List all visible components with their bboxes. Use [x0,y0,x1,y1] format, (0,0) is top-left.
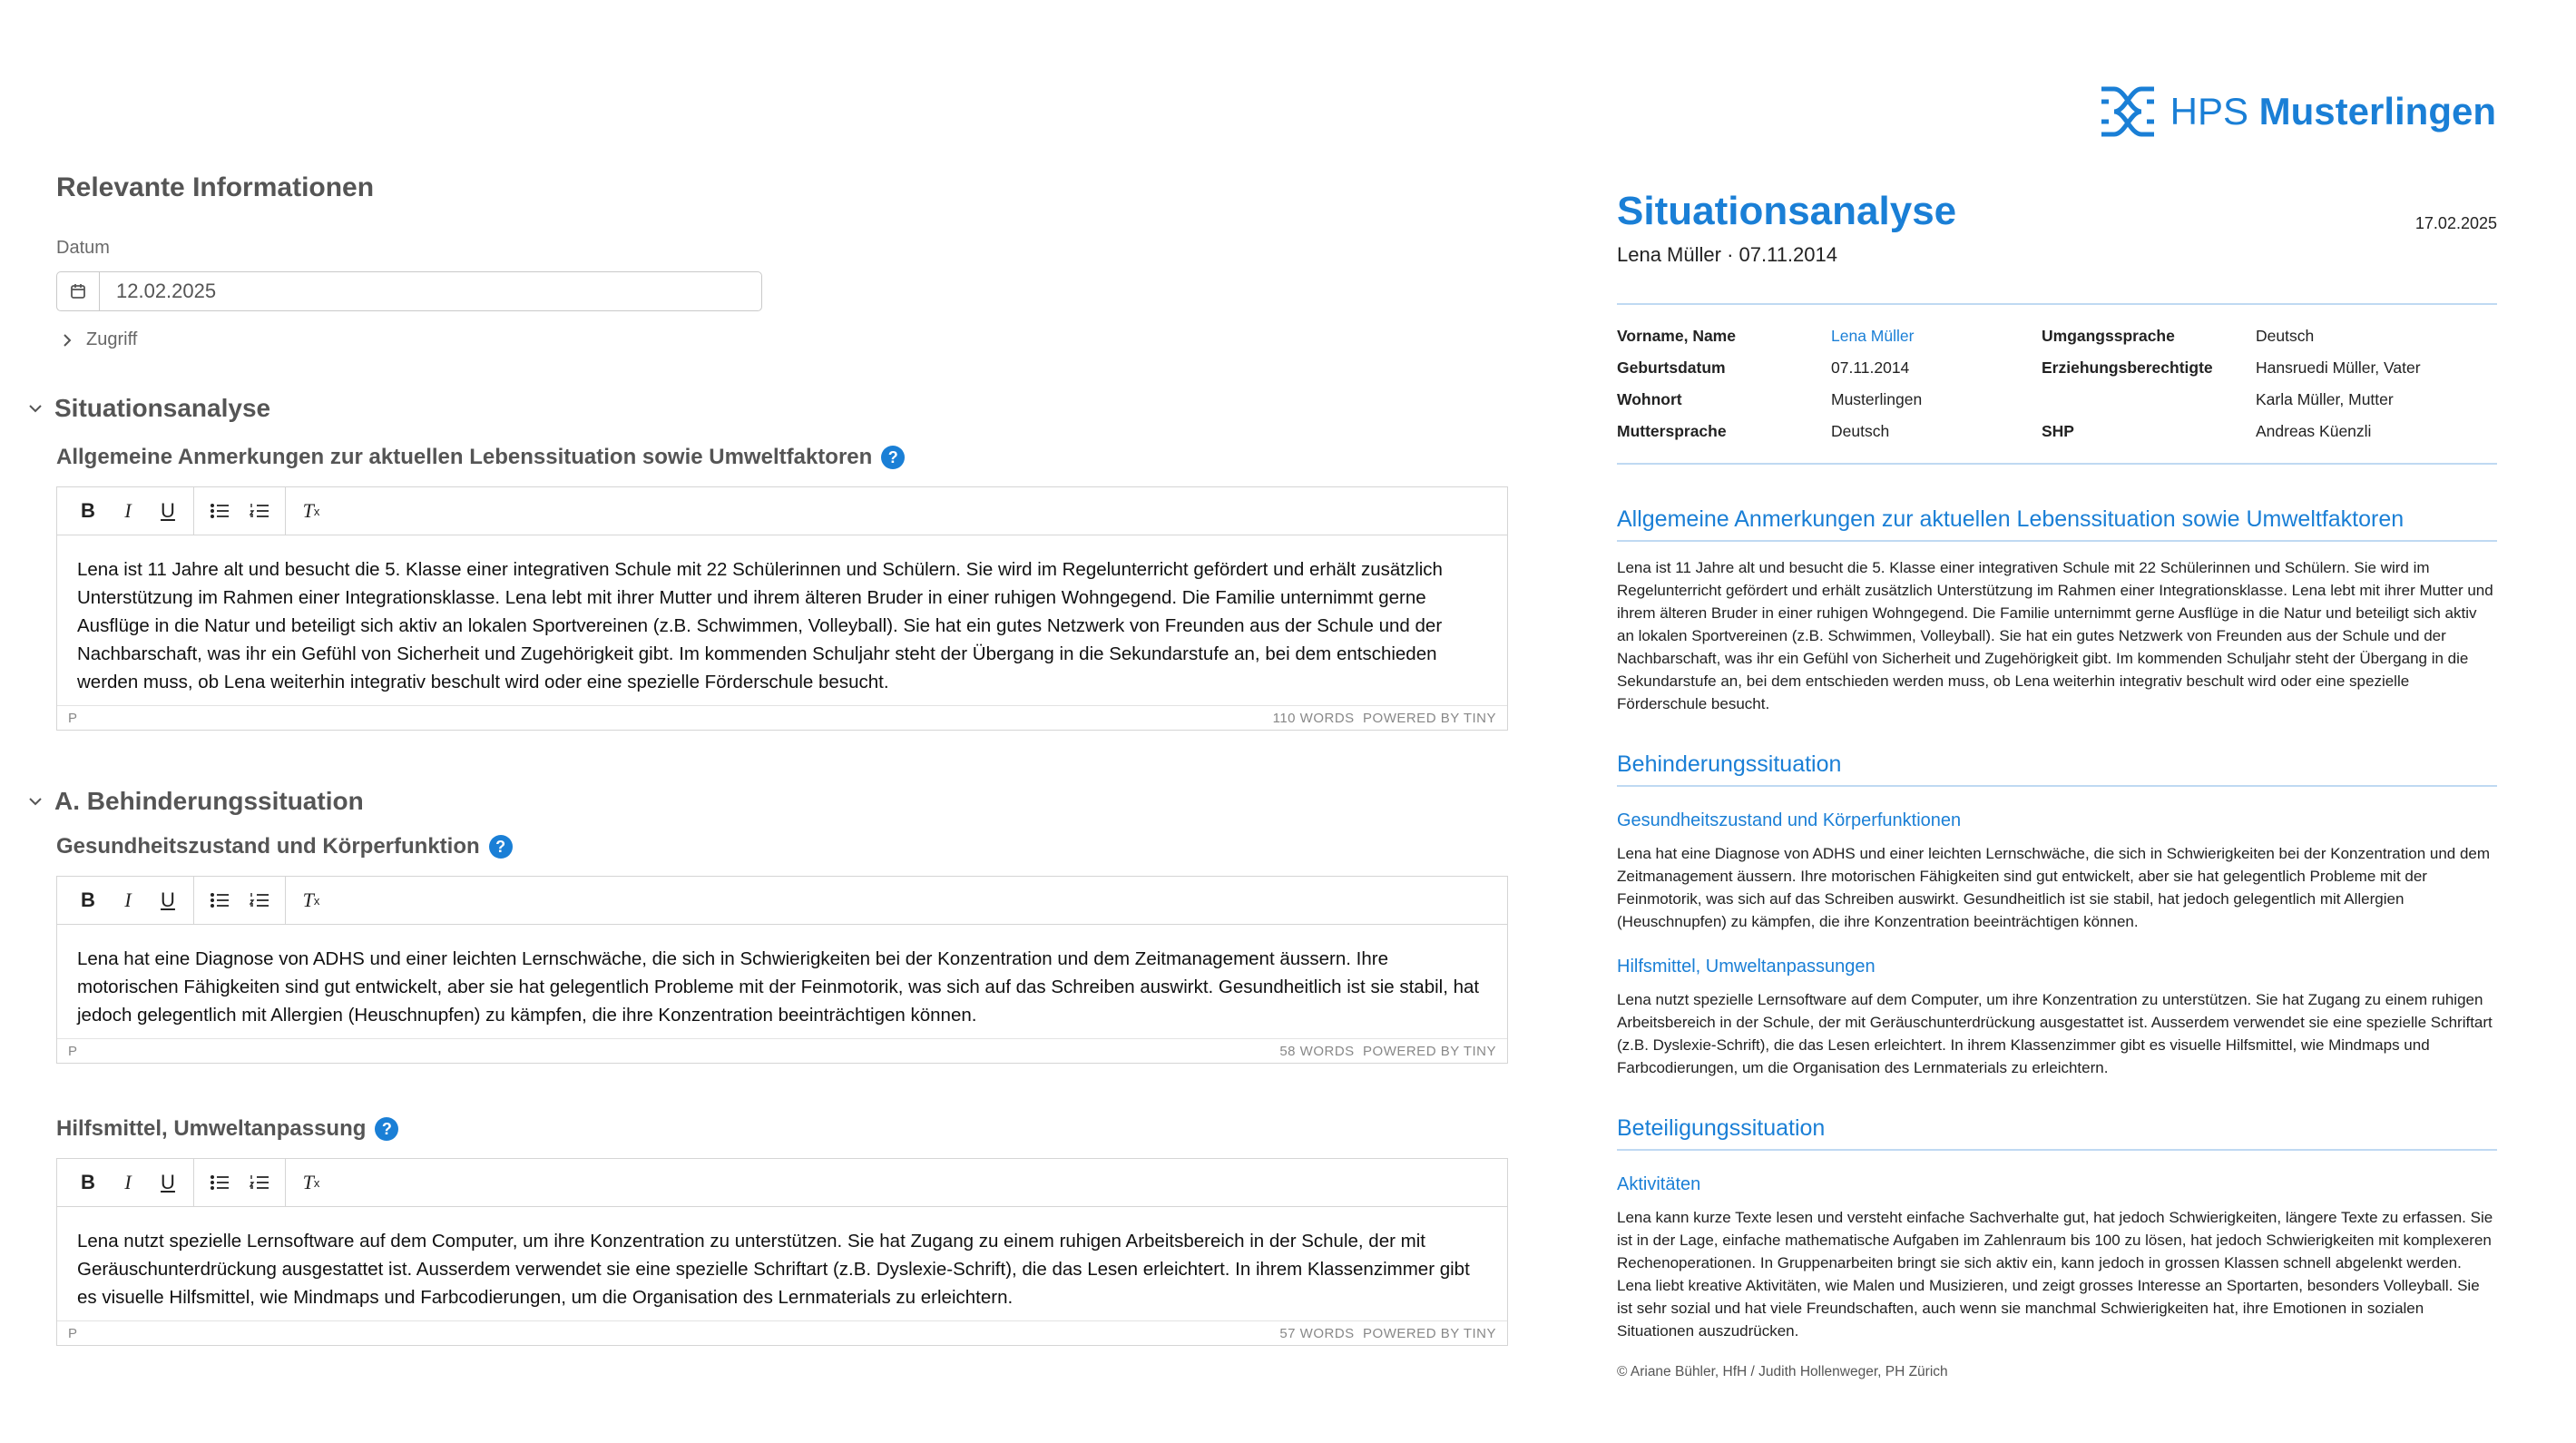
document-preview [1617,82,2497,1380]
info-value: Lena Müller [1831,327,1915,345]
behinderung-heading: A. Behinderungssituation [54,787,364,815]
section-paragraph: Lena ist 11 Jahre alt und besucht die 5. Klasse einer integrativen Schule mit 22 Schülerinnen und Schülern. Sie wird im Regelunterricht gefördert und erhält zusätzlich Unterstützung im Rahmen einer Integrationsklasse. Lena lebt mit ihrer Mutter und ihrem älteren Bruder in einer ruhigen Wohngegend. Die Familie unternimmt gerne Ausflüge in die Natur und beteiligt sich aktiv an lokalen Sportvereinen (z.B. Schwimmen, Volleyball). Sie hat ein gutes Netzwerk von Freunden aus der Schule und der Nachbarschaft, was ihr ein Gefühl von Sicherheit und Zugehörigkeit gibt. Im kommenden Schuljahr steht der Übergang in die Sekundarstufe an, bei dem entschieden werden muss, ob Lena weiterhin integrativ beschult wird oder eine spezielle Förderschule besucht. [1617,559,2493,712]
section-heading: Behinderungssituation [1617,751,2497,787]
section-paragraph: Lena nutzt spezielle Lernsoftware auf dem Computer, um ihre Konzentration zu unterstützen. Sie hat Zugang zu einem ruhigen Arbeitsbereich in der Schule, der mit Geräuschunterdrückung ausgestattet ist. Ausserdem verwendet sie eine spezielle Schriftart (z.B. Dyslexie-Schrift), die das Lesen erleichtert. In ihrem Klassenzimmer gibt es visuelle Hilfsmittel, wie Mindmaps und Farbcodierungen, um die Organisation des Lernmaterials zu erleichtern. [1617,991,2493,1076]
info-key: Vorname, Name [1617,327,1736,345]
date-input[interactable] [56,271,762,311]
clear-format-button[interactable]: T x [302,888,320,911]
editor-content[interactable]: Lena ist 11 Jahre alt und besucht die 5. Klasse einer integrativen Schule mit 22 Schülerinnen und Schülern. Sie wird im Regelunterricht gefördert und erhält zusätzlich Unterstützung im Rahmen einer Integrationsklasse. Lena lebt mit ihrer Mutter und ihrem älteren Bruder in einer ruhigen Wohngegend. Die Familie unternimmt gerne Ausflüge in die Natur und beteiligt sich aktiv an lokalen Sportvereinen (z.B. Schwimmen, Volleyball). Sie hat ein gutes Netzwerk von Freunden aus der Schule und der Nachbarschaft, was ihr ein Gefühl von Sicherheit und Zugehörigkeit gibt. Im kommenden Schuljahr steht der Übergang in die Sekundarstufe an, bei dem entschieden werden muss, ob Lena weiterhin integrativ beschult wird oder eine spezielle Förderschule besucht. [77,559,1443,692]
editor-q3 [56,1158,1508,1346]
bullet-list-icon [210,1174,230,1191]
clear-format-button[interactable]: T x [302,1171,320,1193]
element-path: P [68,710,78,726]
bullet-list-button[interactable] [200,1163,240,1202]
help-icon[interactable]: ? [375,1117,398,1141]
info-value: Hansruedi Müller, Vater [2256,358,2421,377]
editor-content[interactable]: Lena nutzt spezielle Lernsoftware auf dem Computer, um ihre Konzentration zu unterstützen. Sie hat Zugang zu einem ruhigen Arbeitsbereich in der Schule, der mit Geräuschunterdrückung ausgestattet ist. Ausserdem verwendet sie eine spezielle Schriftart (z.B. Dyslexie-Schrift), die das Lesen erleichtert. In ihrem Klassenzimmer gibt es visuelle Hilfsmittel, wie Mindmaps und Farbcodierungen, um die Organisation des Lernmaterials zu erleichtern. [77,1231,1470,1308]
date-value: 12.02.2025 [116,280,217,302]
bullet-list-icon [210,503,230,519]
bullet-list-button[interactable] [200,491,240,531]
date-label: Datum [56,238,110,258]
situationsanalyse-heading: Situationsanalyse [54,394,271,422]
student-info-table [1617,305,2497,463]
italic-button[interactable]: I [124,888,132,911]
numbered-list-icon [250,503,269,519]
toolbar-divider [285,487,286,535]
toolbar-divider [193,877,194,924]
bold-button[interactable]: B [81,499,95,522]
chevron-down-icon [29,402,42,415]
q1-label: Allgemeine Anmerkungen zur aktuellen Lebenssituation sowie Umweltfaktoren [56,445,873,469]
underline-button[interactable]: U [161,499,175,522]
numbered-list-icon [250,892,269,908]
element-path: P [68,1325,78,1341]
editor-statusbar [57,1320,1507,1345]
numbered-list-button[interactable] [240,1163,279,1202]
q3-heading [56,1116,1544,1142]
word-count-area: 110 WORDS POWERED BY TINY [1272,710,1496,726]
doc-title: Situationsanalyse [1617,189,1957,233]
info-key: Geburtsdatum [1617,358,1726,377]
brand-name: HPS Musterlingen [2170,90,2496,133]
subsection-heading: Gesundheitszustand und Körperfunktionen [1617,810,1962,830]
italic-button[interactable]: I [124,1171,132,1193]
zugriff-toggle[interactable] [61,329,1544,350]
zugriff-label: Zugriff [86,329,138,349]
help-icon[interactable]: ? [489,835,513,859]
subsection-heading: Hilfsmittel, Umweltanpassungen [1617,957,1876,977]
section-heading: Allgemeine Anmerkungen zur aktuellen Lebenssituation sowie Umweltfaktoren [1617,506,2497,542]
form-panel [56,172,1544,1346]
word-count-area: 57 WORDS POWERED BY TINY [1279,1325,1496,1341]
toolbar-divider [285,1159,286,1206]
info-key: Muttersprache [1617,422,1727,440]
editor-q1 [56,486,1508,731]
clear-format-button[interactable]: T x [302,499,320,522]
q2-label: Gesundheitszustand und Körperfunktion [56,834,480,859]
numbered-list-button[interactable] [240,880,279,920]
underline-button[interactable]: U [161,1171,175,1193]
info-value: Deutsch [1831,422,1890,440]
toolbar-divider [193,1159,194,1206]
q2-heading [56,834,1544,859]
doc-date: 17.02.2025 [2414,214,2497,232]
element-path: P [68,1043,78,1059]
numbered-list-button[interactable] [240,491,279,531]
behinderung-toggle[interactable] [29,787,1544,816]
q3-label: Hilfsmittel, Umweltanpassung [56,1116,367,1141]
italic-button[interactable]: I [124,499,132,522]
underline-button[interactable]: U [161,888,175,911]
editor-q2 [56,876,1508,1064]
info-key: Wohnort [1617,390,1682,408]
editor-statusbar [57,1038,1507,1063]
chevron-right-icon [61,334,73,347]
situationsanalyse-toggle[interactable] [29,394,1544,423]
doc-subtitle: Lena Müller · 07.11.2014 [1617,243,1837,266]
editor-statusbar [57,705,1507,730]
info-value: Deutsch [2256,327,2315,345]
help-icon[interactable]: ? [881,446,905,469]
section-paragraph: Lena kann kurze Texte lesen und versteht einfache Sachverhalte gut, hat jedoch Schwierigkeiten, längere Texte zu erfassen. Sie ist in der Lage, einfache mathematische Aufgaben im Zahlenraum bis 100 zu lösen, hat jedoch Schwierigkeiten mit komplexeren Rechenoperationen. In Gruppenarbeiten bringt sie sich aktiv ein, kann jedoch in grossen Klassen schnell abgelenkt werden. Lena liebt kreative Aktivitäten, wie Malen und Musizieren, und zeigt grosses Interesse an Sportarten, besonders Volleyball. Sie ist sehr sozial und hat viele Freundschaften, auch wenn sie manchmal Schwierigkeiten hat, ihre Emotionen in sozialen Situationen auszudrücken. [1617,1209,2493,1340]
info-key: Erziehungsberechtigte [2042,358,2213,377]
copyright-footer: © Ariane Bühler, HfH / Judith Hollenweger, PH Zürich [1617,1364,1948,1379]
info-value: Karla Müller, Mutter [2256,390,2394,408]
calendar-icon[interactable] [57,272,100,310]
info-value: 07.11.2014 [1831,358,1910,377]
q1-heading [56,445,1544,470]
chevron-down-icon [29,795,42,808]
bold-button[interactable]: B [81,1171,95,1193]
info-value: Musterlingen [1831,390,1923,408]
bullet-list-button[interactable] [200,880,240,920]
editor-content[interactable]: Lena hat eine Diagnose von ADHS und einer leichten Lernschwäche, die sich in Schwierigkeiten bei der Konzentration und dem Zeitmanagement äussern. Ihre motorischen Fähigkeiten sind gut entwickelt, aber sie hat gelegentlich Probleme mit der Feinmotorik, was sich auf das Schreiben auswirkt. Gesundheitlich ist sie stabil, hat jedoch gelegentlich mit Allergien (Heuschnupfen) zu kämpfen, die ihre Konzentration beeinträchtigen können. [77,948,1480,1026]
info-key: SHP [2042,422,2074,440]
relevant-info-heading: Relevante Informationen [56,172,375,202]
editor-toolbar [57,487,1507,535]
section-heading: Beteiligungssituation [1617,1115,2497,1151]
numbered-list-icon [250,1174,269,1191]
word-count-area: 58 WORDS POWERED BY TINY [1279,1043,1496,1059]
section-paragraph: Lena hat eine Diagnose von ADHS und einer leichten Lernschwäche, die sich in Schwierigkeiten bei der Konzentration und dem Zeitmanagement äussern. Ihre motorischen Fähigkeiten sind gut entwickelt, aber sie hat gelegentlich Probleme mit der Feinmotorik, was sich auf das Schreiben auswirkt. Gesundheitlich ist sie stabil, hat jedoch gelegentlich mit Allergien (Heuschnupfen) zu kämpfen, die ihre Konzentration beeinträchtigen können. [1617,845,2491,930]
subsection-heading: Aktivitäten [1617,1174,1701,1194]
editor-toolbar [57,1159,1507,1207]
info-key: Umgangssprache [2042,327,2175,345]
bullet-list-icon [210,892,230,908]
editor-toolbar [57,877,1507,925]
info-value: Andreas Küenzli [2256,422,2372,440]
toolbar-divider [193,487,194,535]
toolbar-divider [285,877,286,924]
divider [1617,463,2497,465]
bold-button[interactable]: B [81,888,95,911]
